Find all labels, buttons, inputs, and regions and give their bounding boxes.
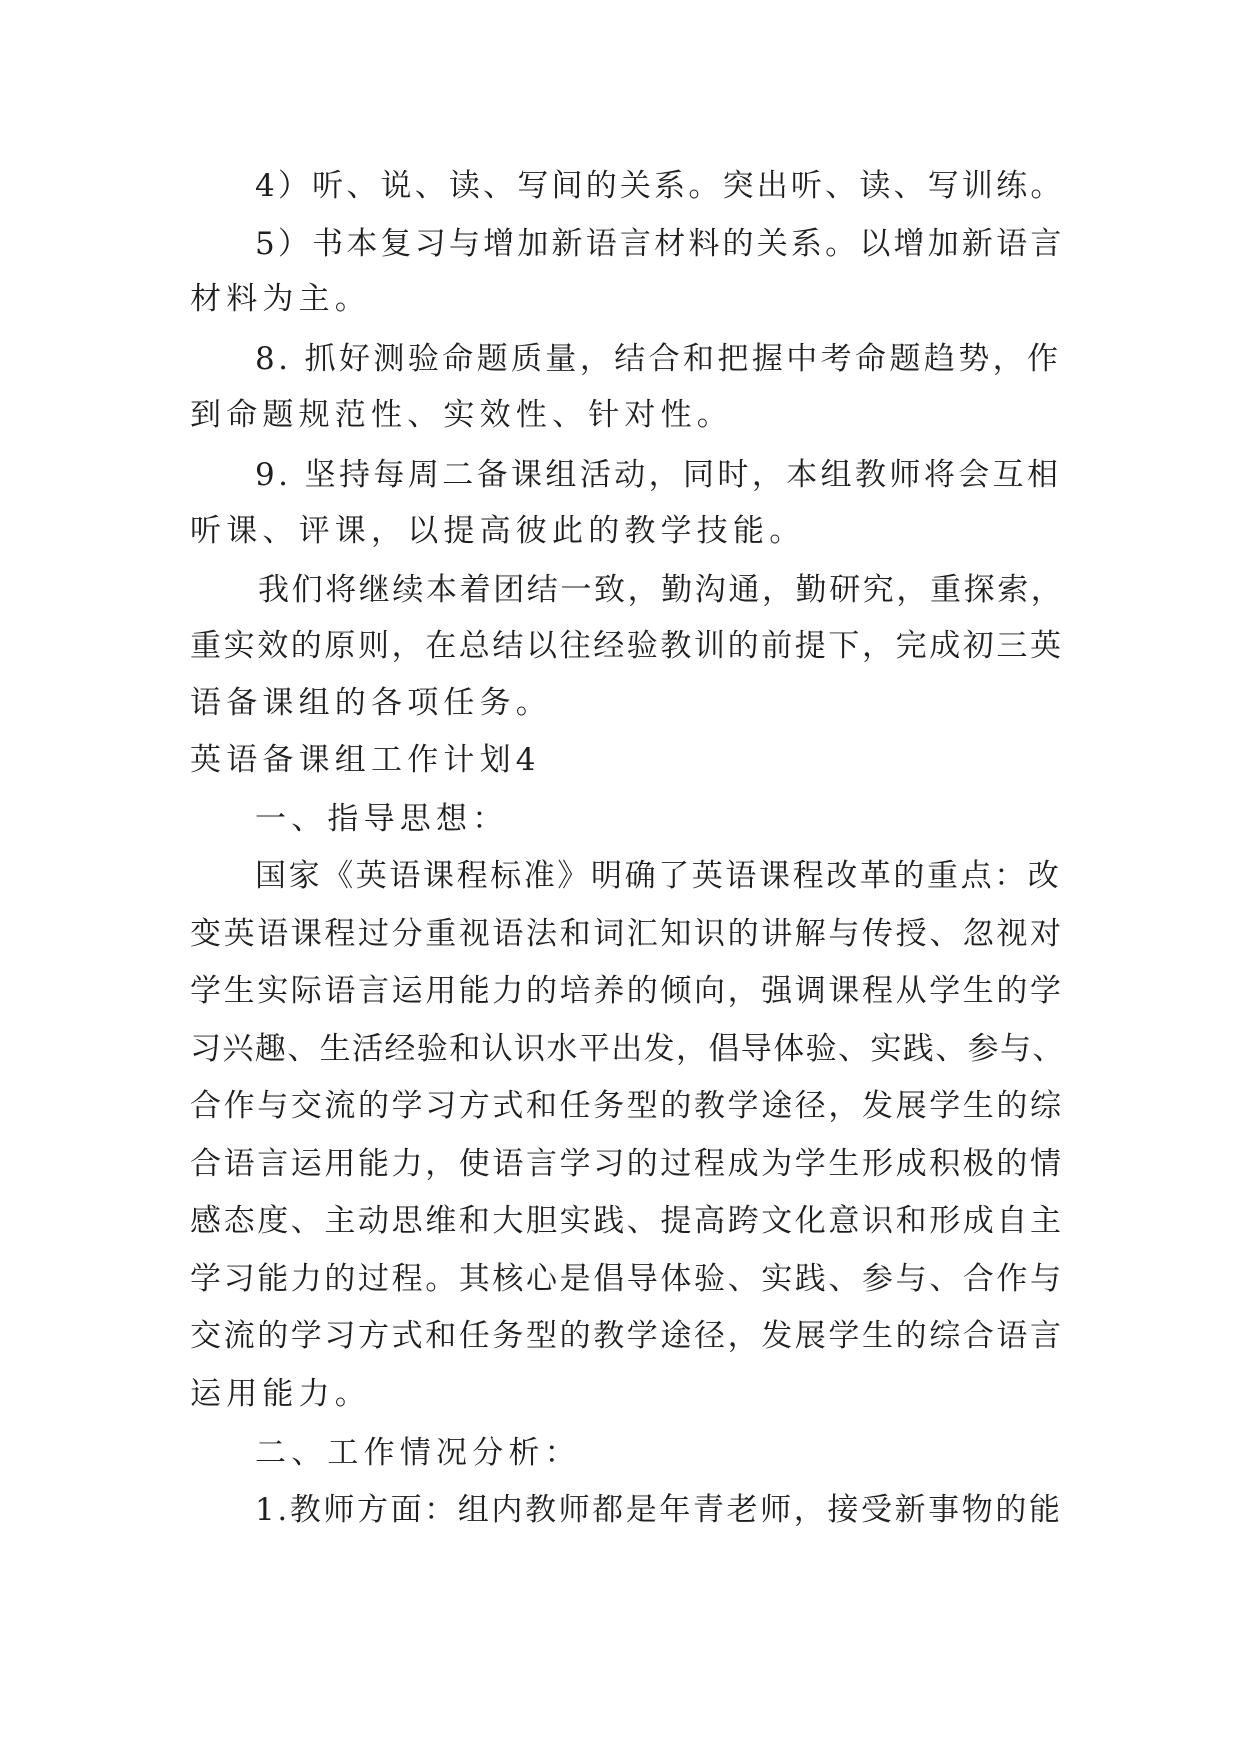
- text-line: 4）听、说、读、写间的关系。突出听、读、写训练。: [255, 168, 1065, 204]
- text-line: 合语言运用能力，使语言学习的过程成为学生形成积极的情: [190, 1146, 1064, 1182]
- section-title: 英语备课组工作计划4: [190, 742, 541, 778]
- text-line: 听课、评课，以提高彼此的教学技能。: [190, 513, 806, 549]
- text-line: 材料为主。: [190, 281, 371, 317]
- text-line: 1.教师方面：组内教师都是年青老师，接受新事物的能: [255, 1492, 1063, 1528]
- text-line: 学生实际语言运用能力的培养的倾向，强调课程从学生的学: [190, 973, 1064, 1009]
- text-line: 5）书本复习与增加新语言材料的关系。以增加新语言: [255, 226, 1065, 262]
- text-line: 重实效的原则，在总结以往经验教训的前提下，完成初三英: [190, 628, 1064, 664]
- text-line: 变英语课程过分重视语法和词汇知识的讲解与传授、忽视对: [190, 916, 1064, 952]
- text-line: 9. 坚持每周二备课组活动，同时，本组教师将会互相: [255, 457, 1062, 493]
- text-line: 学习能力的过程。其核心是倡导体验、实践、参与、合作与: [190, 1261, 1064, 1297]
- text-line: 合作与交流的学习方式和任务型的教学途径，发展学生的综: [190, 1088, 1064, 1124]
- text-line: 交流的学习方式和任务型的教学途径，发展学生的综合语言: [190, 1318, 1064, 1354]
- text-line: 国家《英语课程标准》明确了英语课程改革的重点：改: [255, 858, 1062, 894]
- text-line: 语备课组的各项任务。: [190, 685, 552, 721]
- text-line: 运用能力。: [190, 1376, 371, 1412]
- text-line: 8. 抓好测验命题质量，结合和把握中考命题趋势，作: [255, 341, 1062, 377]
- text-line: 习兴趣、生活经验和认识水平出发，倡导体验、实践、参与、: [190, 1031, 1065, 1067]
- text-line: 到命题规范性、实效性、针对性。: [190, 397, 733, 433]
- section-heading: 二、工作情况分析：: [255, 1435, 581, 1471]
- section-heading: 一、指导思想：: [255, 801, 509, 837]
- text-line: 感态度、主动思维和大胆实践、提高跨文化意识和形成自主: [190, 1203, 1064, 1239]
- text-line: 我们将继续本着团结一致，勤沟通，勤研究，重探索，: [258, 572, 1065, 608]
